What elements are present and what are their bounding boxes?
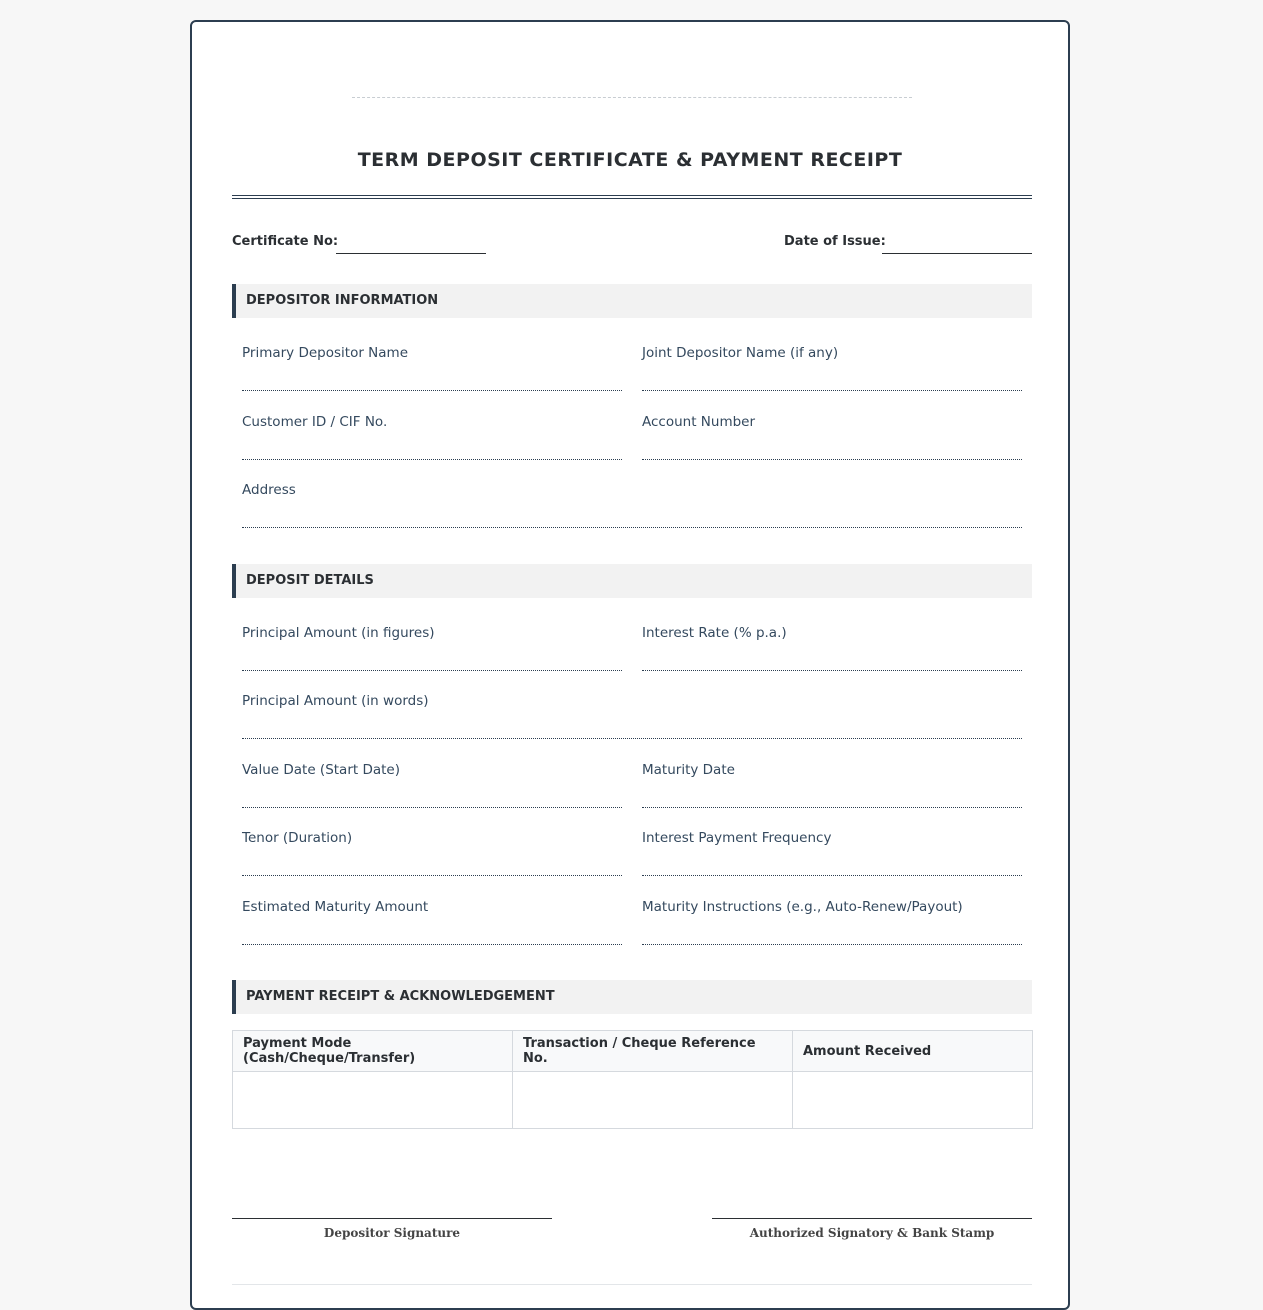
certificate-meta-row xyxy=(232,232,1032,256)
field-label: Interest Payment Frequency xyxy=(642,830,832,846)
field-tenor[interactable] xyxy=(242,830,622,876)
field-estimated-maturity-amount[interactable] xyxy=(242,899,622,945)
field-underline xyxy=(242,459,622,460)
section-header-deposit-details: DEPOSIT DETAILS xyxy=(232,564,1032,598)
field-underline xyxy=(642,670,1022,671)
certificate-no-field[interactable] xyxy=(336,253,486,254)
field-underline xyxy=(242,527,1022,528)
field-underline xyxy=(242,944,622,945)
field-maturity-date[interactable] xyxy=(642,762,1022,808)
field-label: Estimated Maturity Amount xyxy=(242,899,429,915)
field-label: Interest Rate (% p.a.) xyxy=(642,625,787,641)
field-label: Customer ID / CIF No. xyxy=(242,414,388,430)
field-label: Maturity Date xyxy=(642,762,735,778)
field-label: Value Date (Start Date) xyxy=(242,762,400,778)
field-address[interactable] xyxy=(242,482,1022,528)
cell-amount-received[interactable] xyxy=(793,1072,1033,1129)
field-label: Account Number xyxy=(642,414,756,430)
field-label: Principal Amount (in figures) xyxy=(242,625,435,641)
signature-line xyxy=(232,1218,552,1219)
field-maturity-instructions[interactable] xyxy=(642,899,1022,945)
field-label: Tenor (Duration) xyxy=(242,830,353,846)
field-label: Maturity Instructions (e.g., Auto-Renew/Payout) xyxy=(642,899,963,915)
cell-payment-mode[interactable] xyxy=(233,1072,513,1129)
field-primary-depositor-name[interactable] xyxy=(242,345,622,391)
field-underline xyxy=(242,738,1022,739)
field-customer-id[interactable] xyxy=(242,414,622,460)
field-label: Primary Depositor Name xyxy=(242,345,408,361)
table-header-row xyxy=(233,1031,1033,1072)
field-label: Address xyxy=(242,482,296,498)
field-underline xyxy=(242,875,622,876)
column-header-reference-no: Transaction / Cheque Reference No. xyxy=(513,1031,793,1072)
certificate-no-label: Certificate No: xyxy=(232,234,339,249)
section-header-payment-receipt: PAYMENT RECEIPT & ACKNOWLEDGEMENT xyxy=(232,980,1032,1014)
field-underline xyxy=(642,459,1022,460)
table-row xyxy=(233,1072,1033,1129)
document-title: TERM DEPOSIT CERTIFICATE & PAYMENT RECEIPT xyxy=(357,149,903,171)
field-interest-rate[interactable] xyxy=(642,625,1022,671)
certificate-page xyxy=(190,20,1070,1310)
depositor-signature-label: Depositor Signature xyxy=(323,1226,461,1240)
signature-line xyxy=(712,1218,1032,1219)
field-value-date[interactable] xyxy=(242,762,622,808)
field-underline xyxy=(242,807,622,808)
field-account-number[interactable] xyxy=(642,414,1022,460)
depositor-signature-block[interactable] xyxy=(232,1218,552,1240)
footer-divider xyxy=(232,1284,1032,1285)
field-label: Principal Amount (in words) xyxy=(242,693,429,709)
date-of-issue-label: Date of Issue: xyxy=(784,234,886,249)
payment-receipt-table xyxy=(232,1030,1033,1129)
date-of-issue-field[interactable] xyxy=(882,253,1032,254)
column-header-payment-mode: Payment Mode (Cash/Cheque/Transfer) xyxy=(233,1031,513,1072)
field-joint-depositor-name[interactable] xyxy=(642,345,1022,391)
field-interest-frequency[interactable] xyxy=(642,830,1022,876)
authorized-signatory-label: Authorized Signatory & Bank Stamp xyxy=(749,1226,995,1240)
field-underline xyxy=(642,944,1022,945)
field-underline xyxy=(242,670,622,671)
field-principal-words[interactable] xyxy=(242,693,1022,739)
cell-reference-no[interactable] xyxy=(513,1072,793,1129)
field-underline xyxy=(642,390,1022,391)
section-header-depositor: DEPOSITOR INFORMATION xyxy=(232,284,1032,318)
authorized-signatory-block[interactable] xyxy=(712,1218,1032,1240)
field-underline xyxy=(642,807,1022,808)
field-principal-figures[interactable] xyxy=(242,625,622,671)
field-label: Joint Depositor Name (if any) xyxy=(642,345,839,361)
field-underline xyxy=(242,390,622,391)
header-dashed-divider xyxy=(352,97,912,98)
column-header-amount-received: Amount Received xyxy=(793,1031,1033,1072)
field-underline xyxy=(642,875,1022,876)
title-double-rule xyxy=(232,195,1032,199)
